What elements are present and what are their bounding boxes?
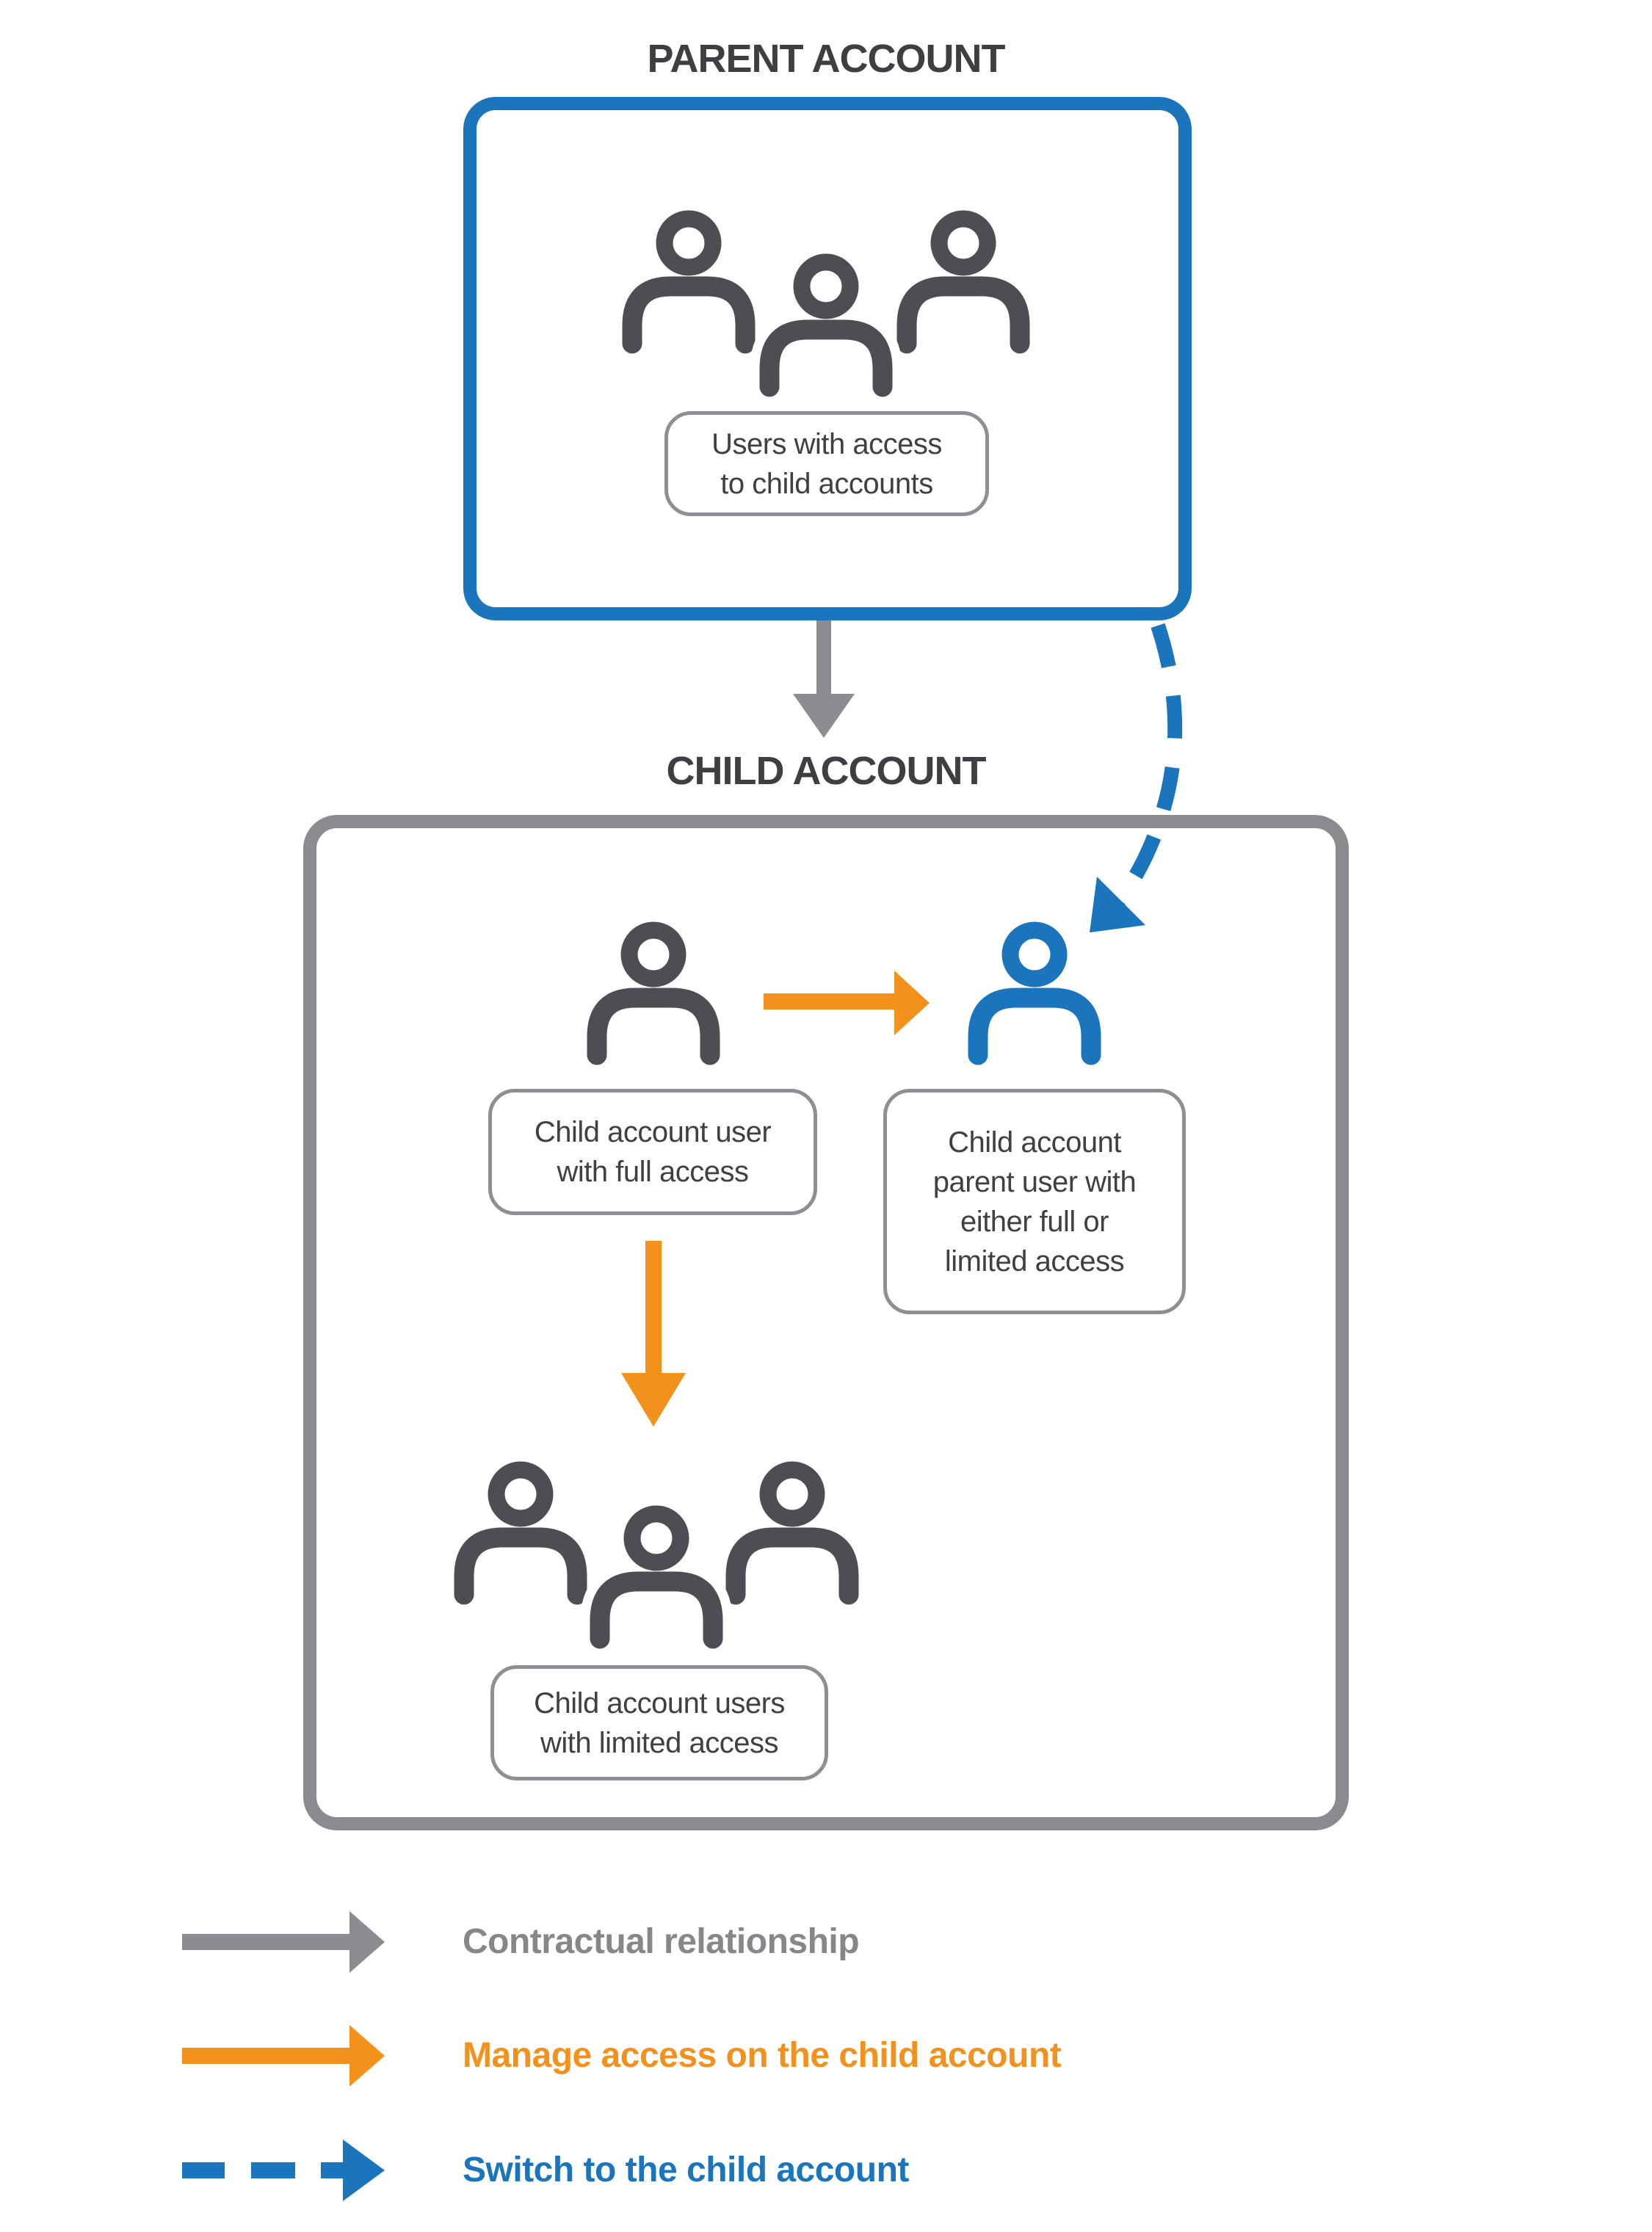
label-line: with full access — [557, 1156, 749, 1188]
orange-arrow-icon — [182, 2025, 388, 2087]
label-line: either full or — [960, 1205, 1109, 1238]
label-line: with limited access — [540, 1726, 778, 1759]
gray-down-arrow-icon — [793, 620, 855, 738]
full-access-user-label — [488, 1089, 817, 1215]
label-line: Users with access — [711, 427, 942, 460]
parent-users-label — [664, 411, 989, 516]
parent-account-box — [463, 97, 1192, 620]
legend-label: Switch to the child account — [463, 2151, 909, 2189]
label-line: limited access — [944, 1244, 1125, 1278]
parent-account-title: PARENT ACCOUNT — [647, 37, 1005, 81]
child-account-title: CHILD ACCOUNT — [666, 749, 986, 793]
gray-arrow-icon — [182, 1911, 388, 1973]
label-line: parent user with — [932, 1165, 1137, 1198]
blue-dashed-arrow-icon — [182, 2139, 388, 2201]
legend-label: Manage access on the child account — [463, 2036, 1062, 2075]
legend-label: Contractual relationship — [463, 1922, 860, 1961]
label-line: to child accounts — [720, 467, 933, 500]
child-account-box — [303, 815, 1349, 1830]
label-line: Child account — [948, 1126, 1121, 1159]
label-line: Child account users — [534, 1686, 785, 1720]
limited-access-users-label — [490, 1665, 828, 1780]
label-line: Child account user — [534, 1116, 772, 1148]
parent-user-label — [883, 1089, 1186, 1314]
